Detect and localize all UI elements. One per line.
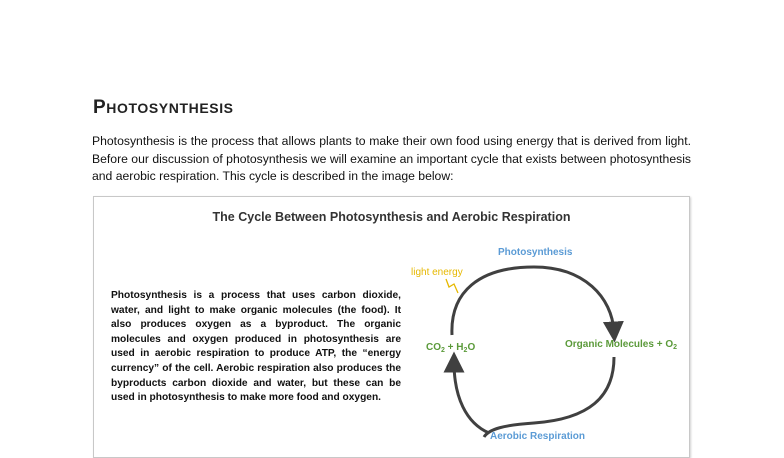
heading-rest: HOTOSYNTHESIS <box>106 100 234 116</box>
label-co2-h2o: $CO_2 + H_2O$ <box>426 342 476 354</box>
label-aerobic-respiration: Aerobic Respiration <box>490 431 586 442</box>
heading-initial: P <box>93 97 107 118</box>
label-organic-molecules: Organic Molecules + $O_2$ <box>565 339 677 351</box>
label-light-energy: light energy <box>411 267 463 278</box>
label-photosynthesis: Photosynthesis <box>498 247 573 258</box>
figure-description: Photosynthesis is a process that uses carbon dioxide, water, and light to make organic molecules (the food). It also produces oxygen as a byproduct. The organic molecules and oxygen produced in photosynthesis are used in aerobic respiration to produce ATP, the “energy currency” of the cell. Aerobic respiration also produces the byproducts carbon dioxide and water, but these can be used in photosynthesis to make more food and oxygen. <box>111 290 401 404</box>
left-ascending-arrow <box>454 362 489 433</box>
light-energy-squiggle <box>446 279 458 293</box>
right-descending-arrow <box>484 357 614 437</box>
cycle-diagram <box>94 197 689 457</box>
intro-paragraph: Photosynthesis is the process that allows plants to make their own food using energy that is derived from light. Before our discussion of photosynthesis we will examine an important cycle that exists between photosynthesis and aerobic respiration. This cycle is described in the image below: <box>92 134 691 183</box>
section-heading <box>93 97 234 119</box>
figure-title: The Cycle Between Photosynthesis and Aerobic Respiration <box>212 210 571 224</box>
cycle-figure <box>93 196 690 458</box>
photosynthesis-arrow <box>452 267 614 335</box>
